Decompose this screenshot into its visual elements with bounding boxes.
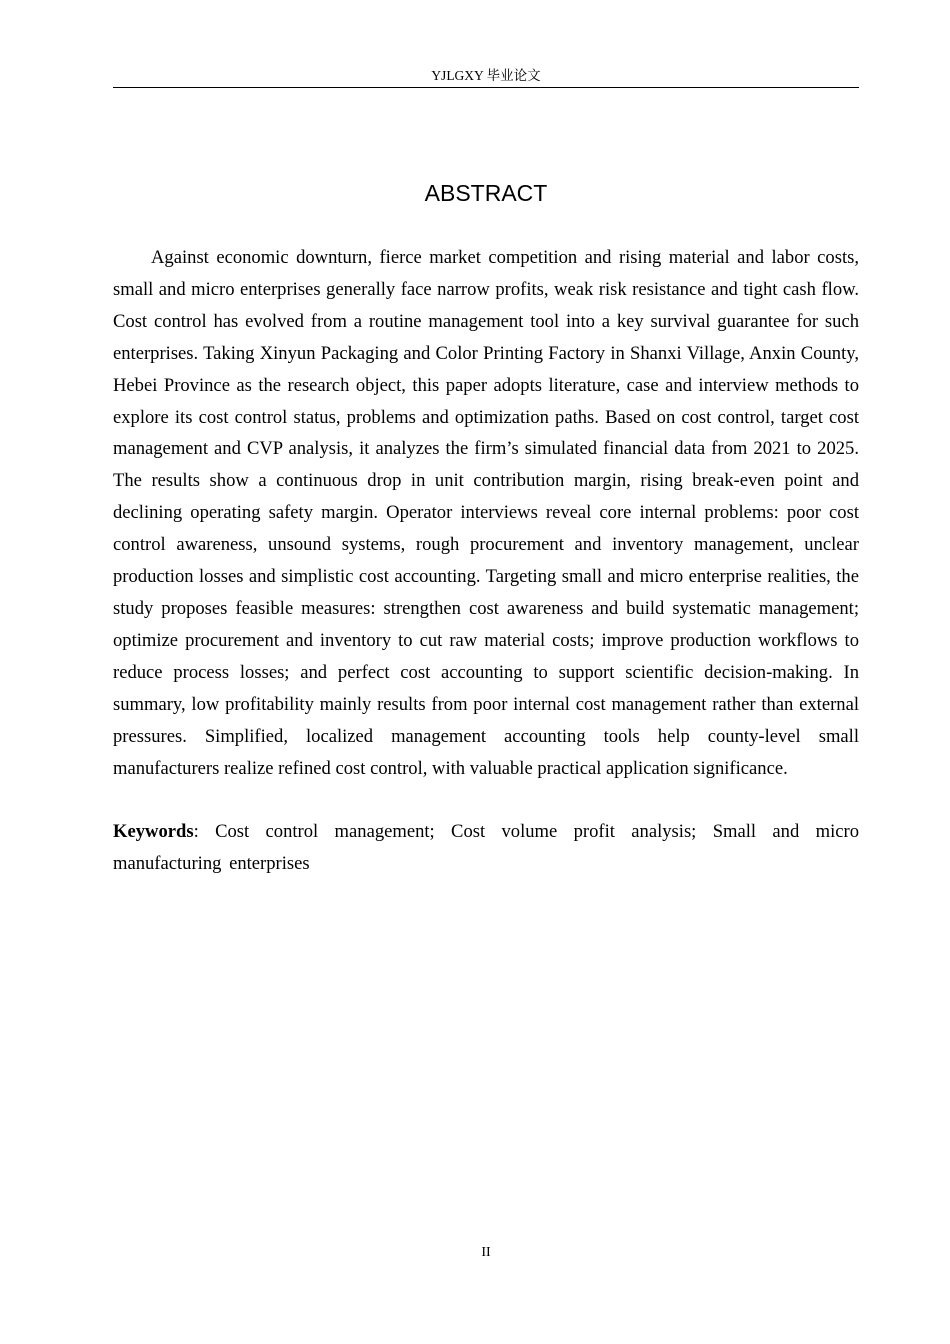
abstract-body: Against economic downturn, fierce market competition and rising material and labor costs, small and micro enterprises generally face narrow profits, weak risk resistance and tight cash flow. Cost control has evolved from a routine management tool into a key survival guarantee for such enterprises. Taking Xinyun Packaging and Color Printing Factory in Shanxi Village, Anxin County, Hebei Province as the research object, this paper adopts literature, case and interview methods to explore its cost control status, problems and optimization paths. Based on cost control, target cost management and CVP analysis, it analyzes the firm’s simulated financial data from 2021 to 2025. The results show a continuous drop in unit contribution margin, rising break-even point and declining operating safety margin. Operator interviews reveal core internal problems: poor cost control awareness, unsound systems, rough procurement and inventory management, unclear production losses and simplistic cost accounting. Targeting small and micro enterprise realities, the study proposes feasible measures: strengthen cost awareness and build systematic management; optimize procurement and inventory to cut raw material costs; improve production workflows to reduce process losses; and perfect cost accounting to support scientific decision-making. In summary, low profitability mainly results from poor internal cost management rather than external pressures. Simplified, localized management accounting tools help county-level small manufacturers realize refined cost control, with valuable practical application significance. (113, 247, 859, 779)
keywords-separator: : (193, 821, 216, 842)
abstract-title: ABSTRACT (424, 180, 548, 206)
page-number: II (481, 1245, 491, 1260)
page-header (113, 66, 859, 88)
header-text: YJLGXY 毕业论文 (431, 68, 541, 83)
keywords-label: Keywords (113, 821, 194, 842)
keywords-paragraph (113, 816, 859, 880)
keywords-text: Cost control management; Cost volume profit analysis; Small and micro manufacturing enterprises (113, 821, 859, 874)
